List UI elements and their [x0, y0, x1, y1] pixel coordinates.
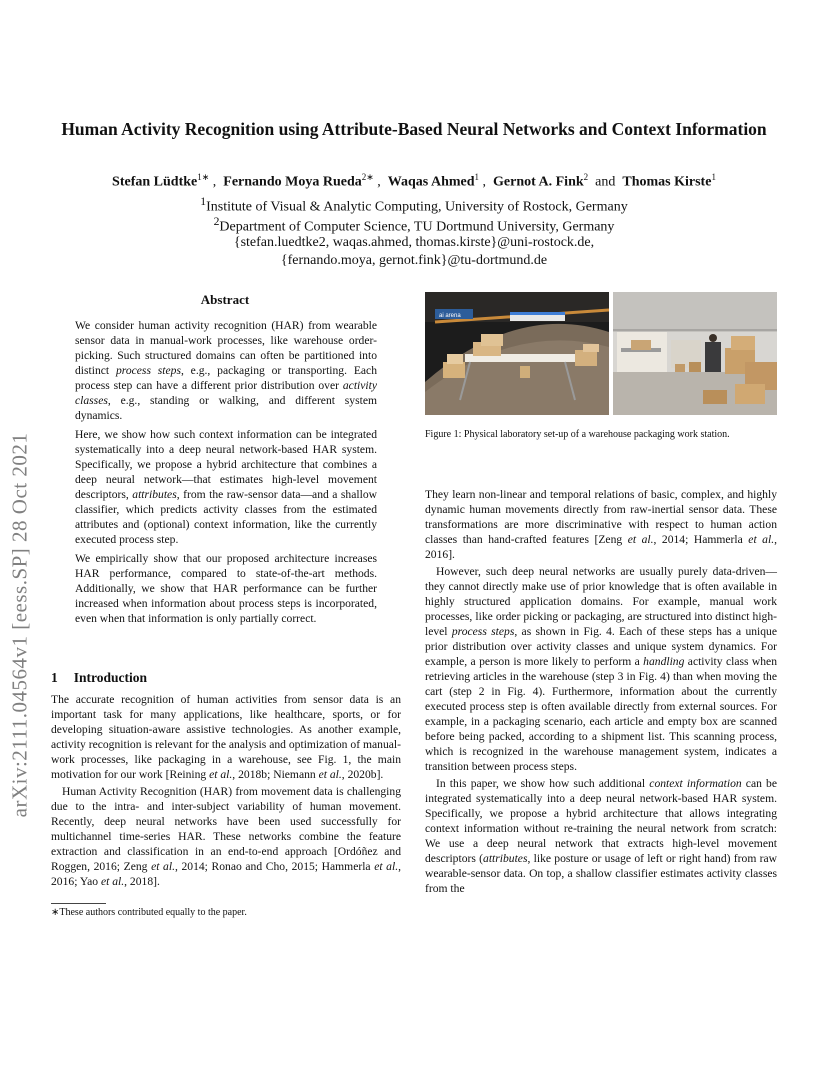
body-paragraph: The accurate recognition of human activities from sensor data is an important task for many applications, like healthcare, sports, or for developing situation-aware assistive technologies. As another example, activity recognition is relevant for the analysis and optimization of manual-work processes, like packaging in a warehouse, see Fig. 1, the main motivation for our work [Reining et al., 2018b; Niemann et al., 2020b]. [51, 693, 401, 781]
section-heading: 1 Introduction [51, 670, 148, 685]
abstract-paragraph: Here, we show how such context information can be integrated systematically into a deep neural network-based HAR system. Specifically, we propose a hybrid architecture that combines a deep neural network—that estimates high-level movement descriptors, attributes, from the raw-sensor data—and a shallow classifier, which predicts activity classes from the estimated attributes and (optional) context information, like the currently executed process step. [75, 428, 377, 546]
intro-right-body [425, 487, 777, 896]
author-name: Stefan Lüdtke [112, 174, 198, 190]
abstract-paragraph: We empirically show that our proposed architecture increases HAR performance, compared to state-of-the-art methods. Additionally, we show that HAR performance can be further increased when information about process steps is incorporated, even when that information is only partially correct. [75, 552, 377, 625]
abstract-heading: Abstract [200, 292, 250, 307]
lab-render-image [425, 292, 609, 415]
author-name: Gernot A. Fink [493, 174, 584, 190]
body-paragraph: In this paper, we show how such additional context information can be integrated systematically into a deep neural network-based HAR system. Specifically, we propose a hybrid architecture that allows integrating context information without re-training the neural network from scratch: We use a deep neural network that extracts high-level movement descriptors (attributes, like posture or usage of left or right hand) from raw wearable-sensor data. On top, a shallow classifier estimates activity classes from the [425, 777, 777, 895]
arxiv-stamp: arXiv:2111.04564v1 [eess.SP] 28 Oct 2021 [7, 432, 32, 818]
email-line: {fernando.moya, gernot.fink}@tu-dortmund.de [280, 253, 548, 268]
body-paragraph: Human Activity Recognition (HAR) from movement data is challenging due to the intra- and inter-subject variability of human movement. Recently, deep neural networks have been used successfully for multichannel time-series HAR. These networks combine the feature extraction and classification in an end-to-end approach [Ordóñez and Roggen, 2016; Zeng et al., 2014; Ronao and Cho, 2015; Hammerla et al., 2016; Yao et al., 2018]. [51, 785, 401, 888]
affiliation: $^2$Department of Computer Science, TU Dortmund University, Germany [213, 215, 615, 235]
figure-caption: Figure 1: Physical laboratory set-up of a warehouse packaging work station. [425, 429, 730, 440]
footnote: ∗These authors contributed equally to the paper. [51, 907, 247, 918]
body-paragraph: They learn non-linear and temporal relations of basic, complex, and highly dynamic human movements directly from raw-inertial sensor data. These transformations are more discriminative with respect to human action classes than hand-crafted features [Zeng et al., 2014; Hammerla et al., 2016]. [425, 488, 778, 561]
author-name: Waqas Ahmed [387, 174, 475, 190]
author-name: Fernando Moya Rueda [223, 174, 362, 190]
affiliation: $^1$Institute of Visual & Analytic Computing, University of Rostock, Germany [200, 195, 628, 215]
sign-text: ai arena [439, 313, 461, 319]
lab-photo-image [613, 292, 777, 415]
paper-title: Human Activity Recognition using Attribute-Based Neural Networks and Context Information [61, 119, 767, 139]
abstract-paragraph: We consider human activity recognition (HAR) from wearable sensor data in manual-work processes, like warehouse order-picking. Such structured domains can often be partitioned into distinct process steps, e.g., packaging or transporting. Each process step can have a different prior distribution over activity classes, e.g., standing or walking, and different system dynamics. [75, 319, 377, 422]
footnote-rule [51, 903, 106, 904]
email-line: {stefan.luedtke2, waqas.ahmed, thomas.kirste}@uni-rostock.de, [233, 235, 595, 250]
body-paragraph: However, such deep neural networks are usually purely data-driven—they cannot directly make use of prior knowledge that is often available in highly structured application domains. For example, manual work processes, like order picking or packaging, are structured into distinct high-level process steps, as shown in Fig. 4. Each of these steps has a unique prior distribution over activity classes and unique system dynamics. For example, a person is more likely to perform a handling activity class when retrieving articles in the warehouse (step 3 in Fig. 4) than when moving the cart (step 2 in Fig. 4). Furthermore, information about the currently executed process step is often available directly from external sources. For example, in a packaging scenario, each article and empty box are scanned before being packed, according to a shipment list. This scanning process, which is recognized in the warehouse management system, indicates a transition between process steps. [425, 565, 777, 773]
figure-1 [425, 292, 777, 415]
intro-left-body [51, 692, 401, 889]
abstract-body [75, 318, 377, 626]
author-line: Stefan Lüdtke$^{1∗}$ , Fernando Moya Rueda$^{2∗}$ , Waqas Ahmed$^1$ , Gernot A. Fink$^2$ and Thomas Kirste$^1$ [112, 172, 716, 190]
author-name: Thomas Kirste [622, 174, 712, 190]
